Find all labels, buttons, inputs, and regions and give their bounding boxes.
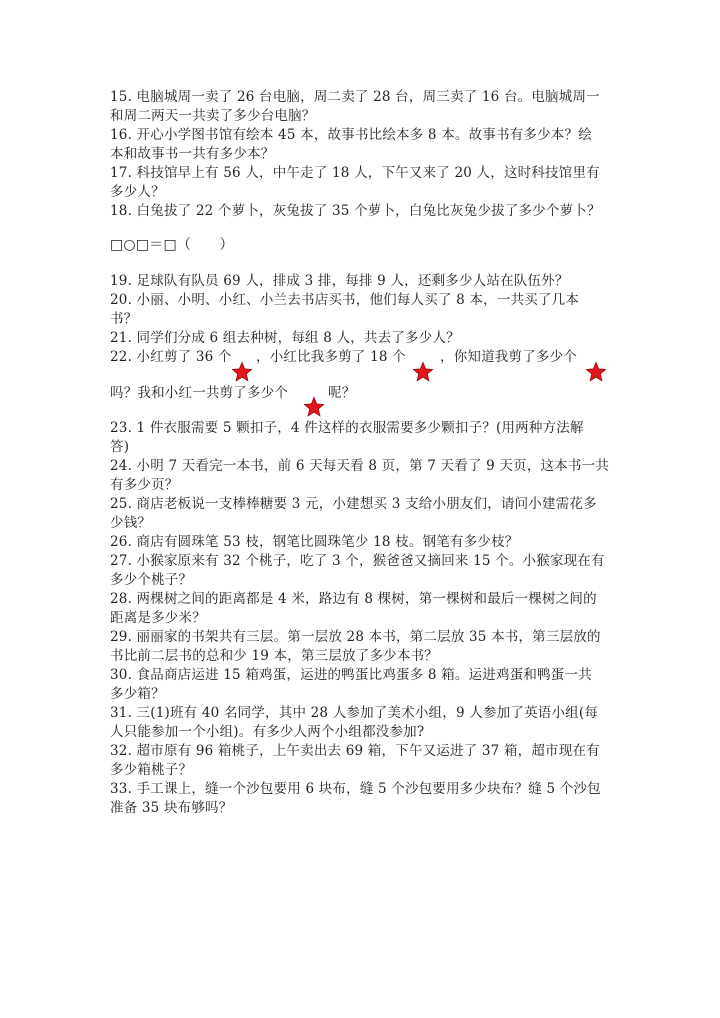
problem-16-line-1: 16. 开心小学图书馆有绘本 45 本，故事书比绘本多 8 本。故事书有多少本？绘 bbox=[110, 127, 592, 143]
problem-22-line-2b: 呢？ bbox=[328, 385, 356, 401]
problem-22-line-1c: ，你知道我剪了多少个 bbox=[440, 349, 577, 365]
problem-15-line-1: 15. 电脑城周一卖了 26 台电脑，周二卖了 28 台，周三卖了 16 台。电脑城周一 bbox=[110, 89, 600, 105]
problem-23-line-1: 23. 1 件衣服需要 5 颗扣子，4 件这样的衣服需要多少颗扣子？(用两种方法解 bbox=[110, 420, 584, 436]
problem-21-line-1: 21. 同学们分成 6 组去种树，每组 8 人，共去了多少人？ bbox=[110, 330, 460, 346]
problem-33-line-2: 准备 35 块布够吗？ bbox=[110, 800, 233, 816]
problem-20-line-2: 书？ bbox=[110, 311, 138, 327]
problem-28-line-2: 距离是多少米？ bbox=[110, 610, 206, 626]
problem-27-line-2: 多少个桃子？ bbox=[110, 572, 193, 588]
star-icon bbox=[585, 361, 607, 383]
problem-29-line-2: 书比前二层书的总和少 19 本，第三层放了多少本书？ bbox=[110, 648, 438, 664]
problem-28-line-1: 28. 两棵树之间的距离都是 4 米，路边有 8 棵树，第一棵树和最后一棵树之间的 bbox=[110, 591, 597, 607]
star-icon bbox=[412, 361, 434, 383]
problem-22-line-1b: ，小红比我多剪了 18 个 bbox=[256, 349, 406, 365]
problem-33-line-1: 33. 手工课上，缝一个沙包要用 6 块布，缝 5 个沙包要用多少块布？缝 5 个沙包 bbox=[110, 781, 601, 797]
problem-30-line-2: 多少箱？ bbox=[110, 686, 165, 702]
problem-29-line-1: 29. 丽丽家的书架共有三层。第一层放 28 本书，第二层放 35 本书，第三层放的 bbox=[110, 629, 601, 645]
problem-24-line-1: 24. 小明 7 天看完一本书，前 6 天每天看 8 页，第 7 天看了 9 天页，这本书一共 bbox=[110, 458, 610, 474]
problem-20-line-1: 20. 小丽、小明、小红、小兰去书店买书，他们每人买了 8 本，一共买了几本 bbox=[110, 292, 580, 308]
problem-16-line-2: 本和故事书一共有多少本？ bbox=[110, 146, 275, 162]
problem-18-line-1: 18. 白兔拔了 22 个萝卜，灰兔拔了 35 个萝卜，白兔比灰兔少拔了多少个萝卜？ bbox=[110, 203, 601, 219]
equation-template: □○□＝□（ ） bbox=[110, 237, 234, 253]
problem-32-line-1: 32. 超市原有 96 箱桃子，上午卖出去 69 箱，下午又运进了 37 箱，超市现在有 bbox=[110, 743, 600, 759]
problem-31-line-1: 31. 三(1)班有 40 名同学，其中 28 人参加了美术小组，9 人参加了英语小组(每 bbox=[110, 705, 599, 721]
problem-23-line-2: 答) bbox=[110, 439, 130, 455]
problem-17-line-1: 17. 科技馆早上有 56 人，中午走了 18 人，下午又来了 20 人，这时科技馆里有 bbox=[110, 165, 600, 181]
problem-22-line-2a: 吗？我和小红一共剪了多少个 bbox=[110, 385, 289, 401]
star-icon bbox=[231, 361, 253, 383]
problem-25-line-1: 25. 商店老板说一支棒棒糖要 3 元，小建想买 3 支给小朋友们，请问小建需花多 bbox=[110, 496, 597, 512]
problem-24-line-2: 有多少页？ bbox=[110, 477, 179, 493]
problem-17-line-2: 多少人？ bbox=[110, 184, 165, 200]
star-icon bbox=[303, 396, 325, 418]
problem-15-line-2: 和周二两天一共卖了多少台电脑？ bbox=[110, 108, 316, 124]
problem-26-line-1: 26. 商店有圆珠笔 53 枝，钢笔比圆珠笔少 18 枝。钢笔有多少枝？ bbox=[110, 534, 519, 550]
problem-22-line-1a: 22. 小红剪了 36 个 bbox=[110, 349, 232, 365]
problem-31-line-2: 人只能参加一个小组)。有多少人两个小组都没参加? bbox=[110, 724, 425, 740]
problem-27-line-1: 27. 小猴家原来有 32 个桃子，吃了 3 个，猴爸爸又摘回来 15 个。小猴家现在有 bbox=[110, 553, 605, 569]
problem-32-line-2: 多少箱桃子？ bbox=[110, 762, 193, 778]
problem-19-line-1: 19. 足球队有队员 69 人，排成 3 排，每排 9 人，还剩多少人站在队伍外？ bbox=[110, 273, 569, 289]
problem-30-line-1: 30. 食品商店运进 15 箱鸡蛋，运进的鸭蛋比鸡蛋多 8 箱。运进鸡蛋和鸭蛋一共 bbox=[110, 667, 592, 683]
problem-25-line-2: 少钱？ bbox=[110, 515, 152, 531]
